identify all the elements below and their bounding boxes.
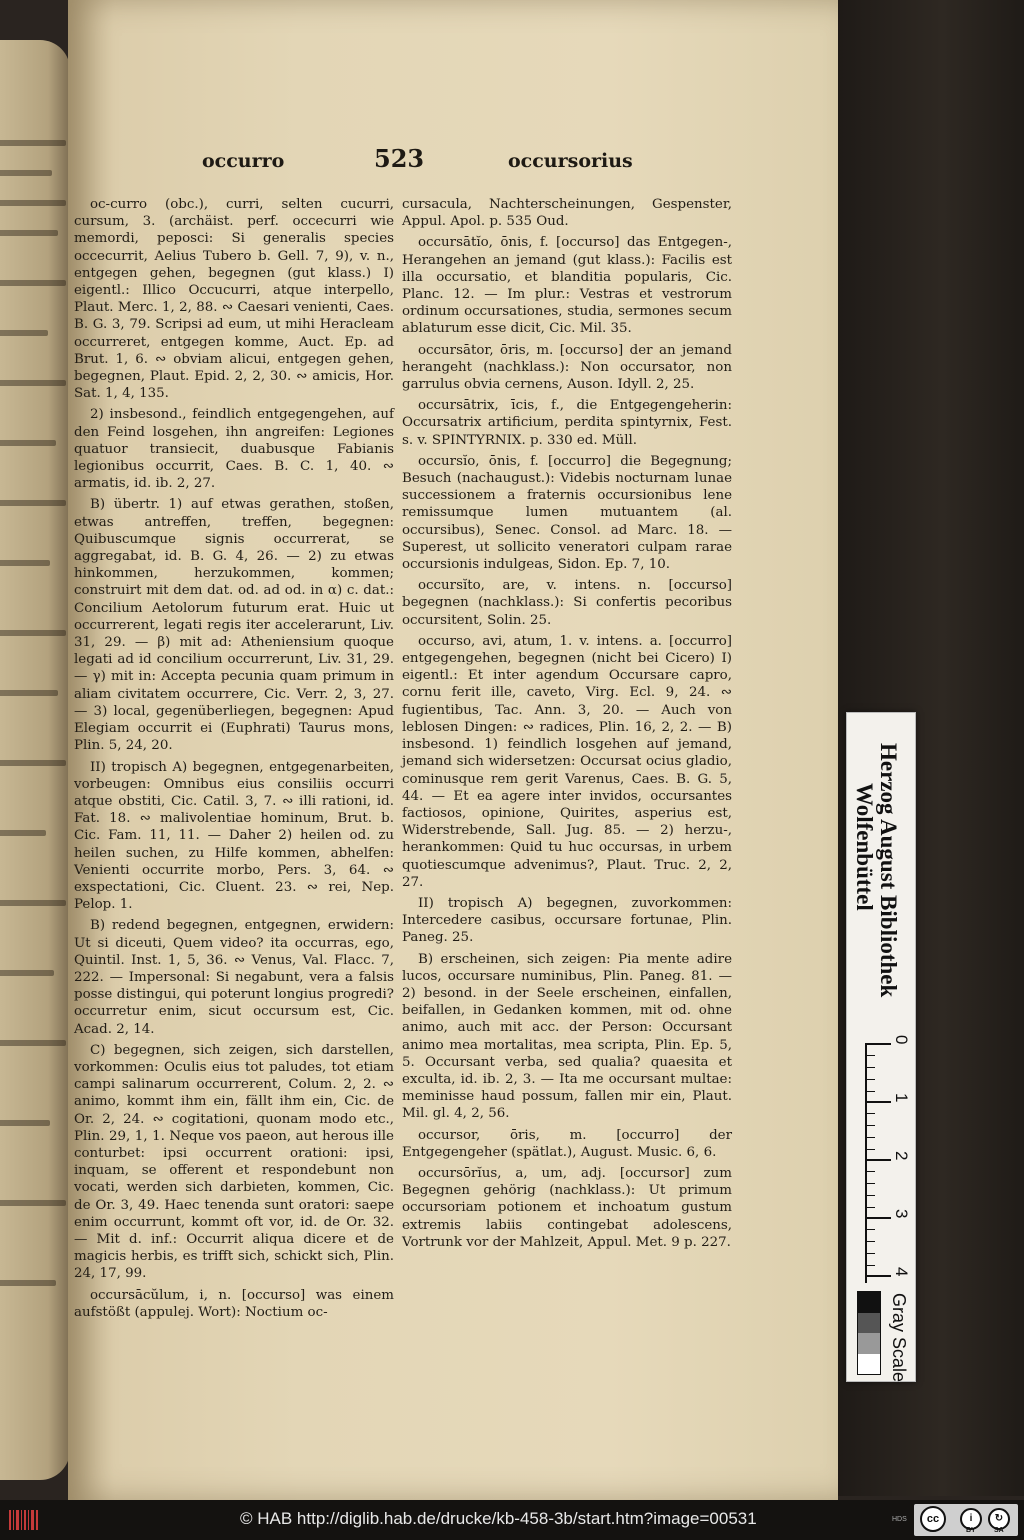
- ruler-tick: [867, 1207, 875, 1208]
- dictionary-entry: occursor, ōris, m. [occurro] der Entgegengeher (spätlat.), August. Music. 6, 6.: [402, 1127, 732, 1160]
- source-credit-link[interactable]: © HAB http://diglib.hab.de/drucke/kb-458-3b/start.htm?image=00531: [240, 1509, 757, 1528]
- facing-page-text-line: [0, 330, 48, 336]
- ruler-tick: [867, 1067, 875, 1068]
- grayscale-patch: [858, 1354, 880, 1375]
- ruler-tick: [867, 1241, 875, 1242]
- dictionary-entry: occursātrix, īcis, f., die Entgegengeherin: Occursatrix artificium, perdita spintyrnix, Fest. s. v. SPINTYRNIX. p. 330 ed. Müll.: [402, 398, 732, 448]
- cc-by-label: BY: [966, 1527, 976, 1534]
- facing-page-text-line: [0, 440, 56, 446]
- dictionary-entry: 2) insbesond., feindlich entgegengehen, auf den Feind losgehen, ihn angreifen: Legiones quatuor transiecit, duabusque Fabianis legionibus occurrit, Caes. B. C. 1, 40. ∾ armatis, id. ib. 2, 27.: [74, 407, 394, 492]
- ruler-tick: [867, 1079, 875, 1080]
- facing-page-text-line: [0, 280, 66, 286]
- ruler-tick: [867, 1091, 875, 1092]
- grayscale-patch: [858, 1333, 880, 1354]
- dictionary-entry: B) redend begegnen, entgegnen, erwidern: Ut si diceuti, Quem video? ita occurras, ego, Quintil. Inst. 1, 5, 36. ∾ Venus, Val. Flacc. 7, 222. — Impersonal: Si negabunt, vera a falsis posse distingui, qui poterunt longius progredi? occurretur enim, sicut occursum est, Cic. Acad. 2, 14.: [74, 918, 394, 1037]
- facing-page-text-line: [0, 1040, 66, 1046]
- by-attribution-icon: i: [960, 1508, 982, 1530]
- facing-page-text-line: [0, 1280, 56, 1286]
- small-code: HDS: [892, 1516, 907, 1523]
- ruler-tick: [867, 1101, 891, 1103]
- ruler-number: 0: [892, 1035, 911, 1045]
- dictionary-page: [68, 0, 838, 1500]
- scale-card: [846, 712, 916, 1382]
- facing-page-text-line: [0, 900, 66, 906]
- cc-license-badge[interactable]: [914, 1504, 1018, 1536]
- dictionary-entry: occursōrĭus, a, um, adj. [occursor] zum Begegnen gehörig (nachklass.): Ut primum occursoriam potionem et inchoatum gustum extremis labiis contingebat adolescens, Vortrunk vor der Mahlzeit, Appul. Met. 9 p. 227.: [402, 1165, 732, 1250]
- ruler-tick: [867, 1171, 875, 1172]
- facing-page-text-line: [0, 380, 66, 386]
- dictionary-entry: II) tropisch A) begegnen, entgegenarbeiten, vorbeugen: Omnibus eius consiliis occurri atque obstiti, Cic. Catil. 3, 7. ∾ illi rationi, id. Fat. 18. ∾ malivolentiae hominum, Brut. b. Cic. Fam. 11, 11. — Daher 2) heilen od. zu heilen suchen, zu Hilfe kommen, abhelfen: Venienti occurrite morbo, Pers. 3, 64. ∾ exspectationi, Cic. Cluent. 23. ∾ rei, Nep. Pelop. 1.: [74, 759, 394, 913]
- barcode-icon: [8, 1508, 40, 1532]
- cc-icon: cc: [920, 1506, 946, 1532]
- facing-page-text-line: [0, 170, 52, 176]
- ruler-tick: [867, 1217, 891, 1219]
- ruler-number: 4: [892, 1267, 911, 1277]
- ruler-tick: [867, 1253, 875, 1254]
- ruler-number: 2: [892, 1151, 911, 1161]
- facing-page-text-line: [0, 830, 46, 836]
- ruler-tick: [867, 1275, 891, 1277]
- facing-page-text-line: [0, 970, 54, 976]
- ruler-tick: [867, 1265, 875, 1266]
- ruler-tick: [867, 1183, 875, 1184]
- grayscale-label: Gray Scale: [889, 1293, 909, 1383]
- library-name: Herzog August Bibliothek: [876, 743, 901, 998]
- running-head-left: occurro: [202, 150, 285, 172]
- ruler-tick: [867, 1113, 875, 1114]
- ruler-tick: [867, 1229, 875, 1230]
- ruler-tick: [867, 1159, 891, 1161]
- dictionary-entry: occursātĭo, ōnis, f. [occurso] das Entgegen-, Herangehen an jemand (gut klass.): Facilis est illa occursatio, et blanditia popularis, Cic. Planc. 12. — Im plur.: Vestras et vestrorum ordinum occursationes, studia, sermones secum ablaturum esse dicit, Cic. Mil. 35.: [402, 235, 732, 337]
- facing-page-text-line: [0, 560, 50, 566]
- ruler-number: 3: [892, 1209, 911, 1219]
- facing-page-edge: [0, 40, 70, 1480]
- ruler-number: 1: [892, 1093, 911, 1103]
- grayscale-chart: [857, 1291, 881, 1375]
- dictionary-entry: occursĭto, are, v. intens. n. [occurso] begegnen (nachklass.): Si confertis pecoribus occursitent, Solin. 25.: [402, 578, 732, 628]
- facing-page-text-line: [0, 690, 58, 696]
- facing-page-text-line: [0, 630, 66, 636]
- page-number: 523: [374, 144, 425, 173]
- dictionary-entry: occurso, avi, atum, 1. v. intens. a. [occurro] entgegengehen, begegnen (nicht bei Cicero) I) eigentl.: Et inter agendum Occursare capro, cornu ferit ille, caveto, Virg. Ecl. 9, 24. ∾ fugientibus, Tac. Ann. 3, 20. — Auch von leblosen Dingen: ∾ radices, Plin. 16, 2, 2. — B) insbesond. 1) feindlich losgehen auf jemand, jemand sich widersetzen: Occursat ocius gladio, cominusque rem gerit Varenus, Caes. B. G. 5, 44. — Et ea agere inter invidos, occursantes factiosos, opinione, Quirites, asperius est, Widerstrebende, Sall. Jug. 85. — 2) herzu-, herankommen: Quid tu huc occursas, in urbem quotiescumque advenimus?, Plaut. Truc. 2, 2, 27.: [402, 633, 732, 890]
- centimeter-ruler: [865, 1035, 911, 1283]
- dictionary-entry: B) erscheinen, sich zeigen: Pia mente adire lucos, occursare numinibus, Plin. Paneg. 81. — 2) besond. in der Seele erscheinen, einfallen, beifallen, in Gedanken kommen, mit od. ohne animo, auch mit acc. der Person: Occursant animo mea mortalitas, mea scripta, Plin. Ep. 5, 5. Occursant verba, sed qualia? quaesita et exculta, id. ib. 2, 3. — Ita me occursant multae: meminisse haud possum, fallen mir ein, Plaut. Mil. gl. 4, 2, 56.: [402, 951, 732, 1122]
- facing-page-text-line: [0, 1200, 66, 1206]
- dictionary-entry: II) tropisch A) begegnen, zuvorkommen: Intercedere casibus, occursare fortunae, Plin. Paneg. 25.: [402, 895, 732, 946]
- facing-page-text-line: [0, 140, 66, 146]
- running-head: [68, 144, 838, 190]
- dictionary-entry: occursātor, ōris, m. [occurso] der an jemand herangeht (nachklass.): Non occursator, non garrulus obvia cernens, Auson. Idyll. 2, 25.: [402, 342, 732, 393]
- viewer-footer: [0, 1500, 1024, 1540]
- cc-sa-label: SA: [994, 1527, 1004, 1534]
- dictionary-entry: B) übertr. 1) auf etwas gerathen, stoßen, etwas antreffen, treffen, begegnen: Quibuscumque signis occurrerat, se aggregabat, id. B. G. 4, 26. — 2) zu etwas hinkommen, herzukommen, kommen; construirt mit dem dat. od. ad od. in α) c. dat.: Concilium Aetolorum futurum erat. Huic ut occurrerent, legati regis iter accelerarunt, Liv. 31, 29. — β) mit ad: Atheniensium quoque legati ad id concilium occurrerunt, Liv. 31, 29. — γ) mit in: Accepta pecunia quam primum in aliam civitatem occurrere, Cic. Verr. 2, 3, 27. — 3) local, gegenüberliegen, begegnen: Apud Elegiam occurrit ei (Euphrati) Taurus mons, Plin. 5, 24, 20.: [74, 497, 394, 754]
- running-head-right: occursorius: [508, 150, 633, 172]
- text-column-right: [402, 196, 732, 1255]
- dictionary-entry: occursĭo, ōnis, f. [occurro] die Begegnung; Besuch (nachaugust.): Videbis nocturnam lunae successionem a fraternis occursionibus lene remissumque lumen mutuantem (al. occursibus), Senec. Consol. ad Marc. 18. — Superest, ut sollicito veneratori culpam rarae occursionis indulgeas, Sidon. Ep. 7, 10.: [402, 453, 732, 573]
- facing-page-text-line: [0, 760, 66, 766]
- dictionary-entry: cursacula, Nachterscheinungen, Gespenster, Appul. Apol. p. 535 Oud.: [402, 197, 732, 230]
- facing-page-text-line: [0, 230, 58, 236]
- facing-page-text-line: [0, 200, 66, 206]
- ruler-tick: [867, 1055, 875, 1056]
- share-alike-icon: ↻: [988, 1508, 1010, 1530]
- library-city: Wolfenbüttel: [852, 783, 877, 911]
- dictionary-entry: oc-curro (obc.), curri, selten cucurri, cursum, 3. (archäist. perf. occecurri wie memordi, peposci: Si generalis species occecurrit, Aelius Tubero b. Gell. 7, 9), v. n., entgegen gehen, begegnen (gut klass.) I) eigentl.: Illico Occucurri, atque interpello, Plaut. Merc. 1, 2, 88. ∾ Caesari venienti, Caes. B. G. 3, 79. Scripsi ad eum, ut mihi Heracleam occurreret, entgegen komme, Auct. Ep. ad Brut. 1, 6. ∾ obviam alicui, entgegen gehen, begegnen, Plaut. Epid. 2, 2, 30. ∾ amicis, Hor. Sat. 1, 4, 135.: [74, 197, 394, 402]
- ruler-tick: [867, 1043, 891, 1045]
- dictionary-entry: occursācŭlum, i, n. [occurso] was einem aufstößt (appulej. Wort): Noctium oc-: [74, 1287, 394, 1320]
- text-column-left: [74, 196, 394, 1325]
- grayscale-patch: [858, 1292, 880, 1313]
- grayscale-patch: [858, 1313, 880, 1334]
- facing-page-text-line: [0, 500, 66, 506]
- ruler-tick: [867, 1125, 875, 1126]
- ruler-tick: [867, 1149, 875, 1150]
- ruler-tick: [867, 1195, 875, 1196]
- dictionary-entry: C) begegnen, sich zeigen, sich darstellen, vorkommen: Oculis eius tot paludes, tot etiam campi salinarum occurrerent, Colum. 2, 2. ∾ animo, kommt ihm ein, fällt ihm ein, Cic. de Or. 2, 24. ∾ cogitationi, quonam modo etc., Plin. 29, 1, 1. Neque vos paeon, aut herous ille conturbet: ipsi occurrent orationi: ipsi, inquam, se offerent et respondebunt non vocati, werden sich darbieten, kommen, Cic. de Or. 3, 49. Haec tenenda sunt oratori: saepe enim occurrunt, kommt oft vor, id. de Or. 32. — Mit d. inf.: Occurrit aliqua dicere et de magicis herbis, es trifft sich, schickt sich, Plin. 24, 17, 99.: [74, 1042, 394, 1282]
- facing-page-text-line: [0, 1120, 50, 1126]
- ruler-tick: [867, 1137, 875, 1138]
